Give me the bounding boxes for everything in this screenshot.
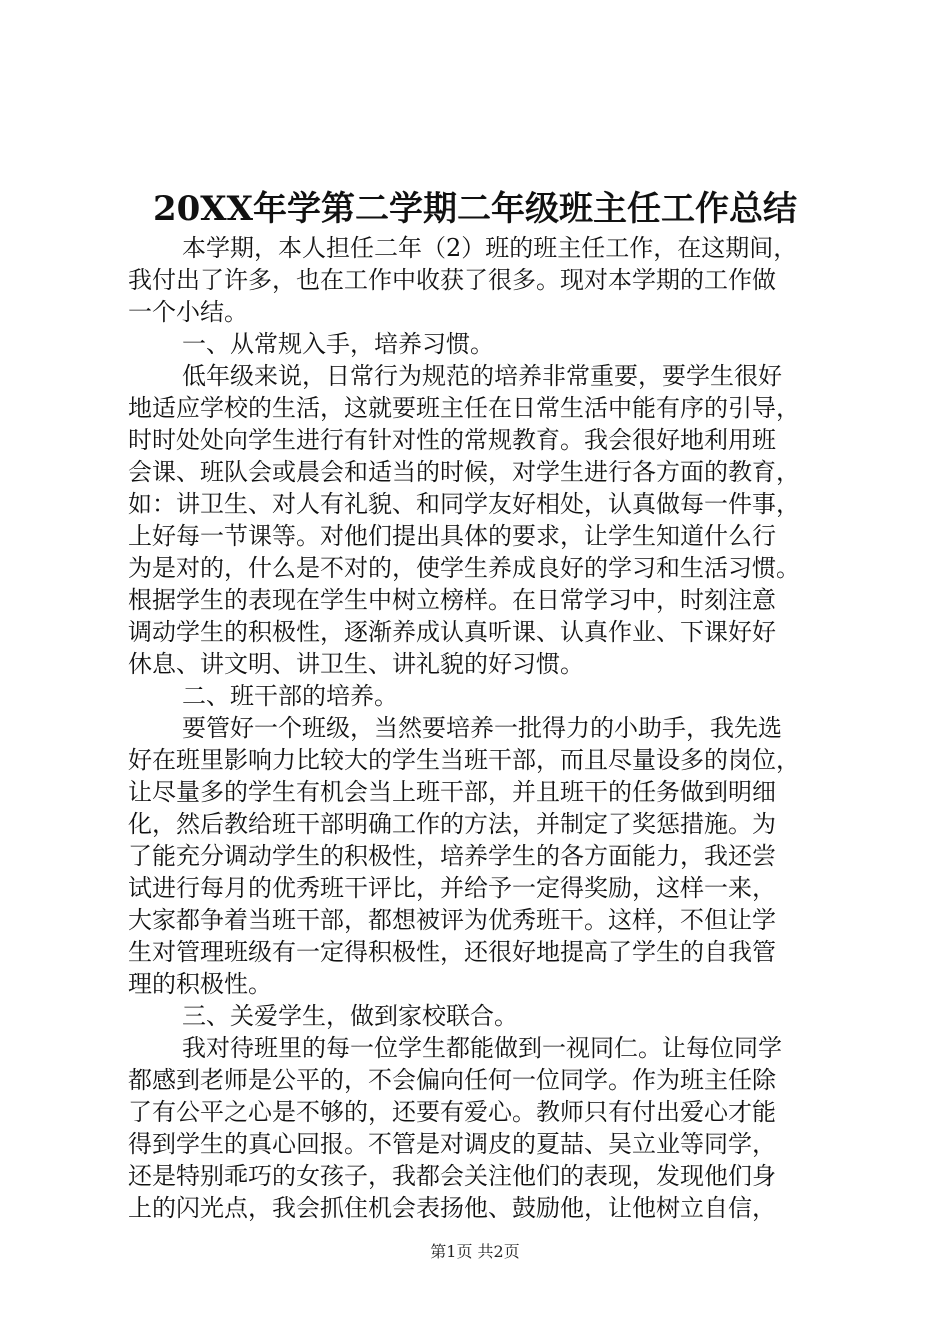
body-line: 调动学生的积极性，逐渐养成认真听课、认真作业、下课好好: [128, 618, 776, 646]
body-line: 二、班干部的培养。: [182, 682, 398, 710]
body-line: 一个小结。: [128, 298, 248, 326]
body-line: 大家都争着当班干部，都想被评为优秀班干。这样，不但让学: [128, 906, 776, 934]
document-title: 20XX年学第二学期二年级班主任工作总结: [152, 189, 798, 229]
body-line: 要管好一个班级，当然要培养一批得力的小助手，我先选: [182, 714, 782, 742]
body-line: 三、关爱学生，做到家校联合。: [182, 1002, 518, 1030]
body-line: 地适应学校的生活，这就要班主任在日常生活中能有序的引导，: [128, 394, 800, 422]
body-line: 都感到老师是公平的，不会偏向任何一位同学。作为班主任除: [128, 1066, 776, 1094]
body-line: 一、从常规入手，培养习惯。: [182, 330, 494, 358]
body-line: 试进行每月的优秀班干评比，并给予一定得奖励，这样一来，: [128, 874, 776, 902]
body-line: 我对待班里的每一位学生都能做到一视同仁。让每位同学: [182, 1034, 782, 1062]
document-body: [128, 232, 832, 1224]
body-line: 生对管理班级有一定得积极性，还很好地提高了学生的自我管: [128, 938, 776, 966]
body-line: 好在班里影响力比较大的学生当班干部，而且尽量设多的岗位，: [128, 746, 800, 774]
body-line: 低年级来说，日常行为规范的培养非常重要，要学生很好: [182, 362, 782, 390]
body-line: 如：讲卫生、对人有礼貌、和同学友好相处，认真做每一件事，: [128, 490, 800, 518]
body-line: 我付出了许多，也在工作中收获了很多。现对本学期的工作做: [128, 266, 776, 294]
body-line: 会课、班队会或晨会和适当的时候，对学生进行各方面的教育，: [128, 458, 800, 486]
body-line: 上好每一节课等。对他们提出具体的要求，让学生知道什么行: [128, 522, 776, 550]
body-line: 还是特别乖巧的女孩子，我都会关注他们的表现，发现他们身: [128, 1162, 776, 1190]
body-line: 时时处处向学生进行有针对性的常规教育。我会很好地利用班: [128, 426, 776, 454]
body-line: 理的积极性。: [128, 970, 272, 998]
body-line: 为是对的，什么是不对的，使学生养成良好的学习和生活习惯。: [128, 554, 800, 582]
body-line: 了能充分调动学生的积极性，培养学生的各方面能力，我还尝: [128, 842, 776, 870]
body-line: 让尽量多的学生有机会当上班干部，并且班干的任务做到明细: [128, 778, 776, 806]
page-footer: 第1页 共2页: [430, 1242, 520, 1261]
body-line: 上的闪光点，我会抓住机会表扬他、鼓励他，让他树立自信，: [128, 1194, 776, 1222]
body-line: 根据学生的表现在学生中树立榜样。在日常学习中，时刻注意: [128, 586, 776, 614]
body-line: 了有公平之心是不够的，还要有爱心。教师只有付出爱心才能: [128, 1098, 776, 1126]
body-line: 化，然后教给班干部明确工作的方法，并制定了奖惩措施。为: [128, 810, 776, 838]
body-line: 本学期，本人担任二年（2）班的班主任工作，在这期间，: [182, 234, 798, 262]
body-line: 休息、讲文明、讲卫生、讲礼貌的好习惯。: [128, 650, 584, 678]
body-line: 得到学生的真心回报。不管是对调皮的夏喆、吴立业等同学，: [128, 1130, 776, 1158]
